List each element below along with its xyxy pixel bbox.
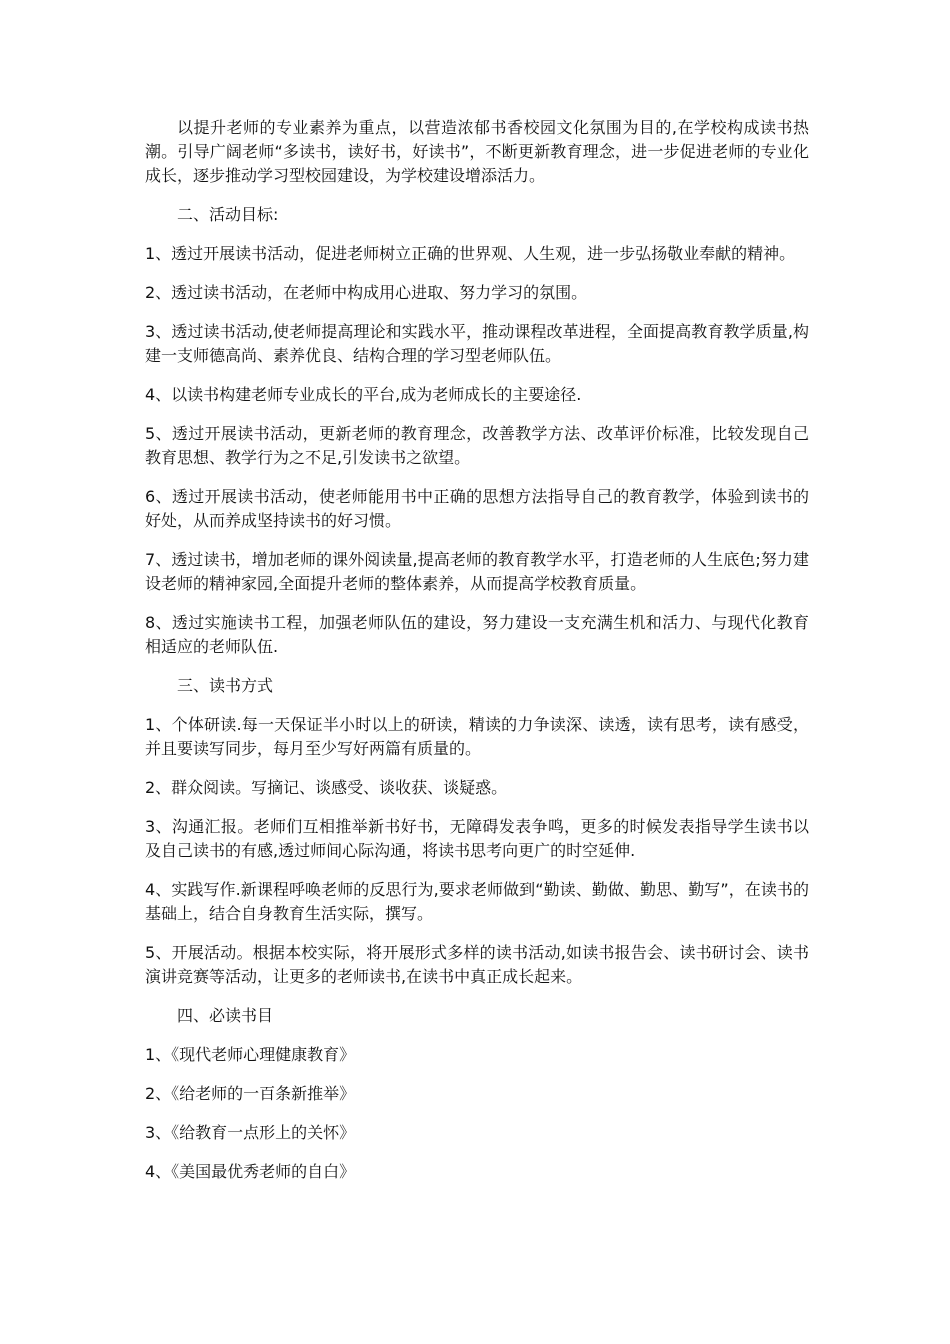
document-body (145, 116, 809, 1199)
goal-item-8: 8、透过实施读书工程，加强老师队伍的建设，努力建设一支充满生机和活力、与现代化教育相适应的老师队伍. (145, 613, 809, 656)
method-item-3: 3、沟通汇报。老师们互相推举新书好书，无障碍发表争鸣，更多的时候发表指导学生读书以及自己读书的有感,透过师间心际沟通，将读书思考向更广的时空延伸. (145, 817, 809, 860)
method-item-5: 5、开展活动。根据本校实际，将开展形式多样的读书活动,如读书报告会、读书研讨会、读书演讲竞赛等活动，让更多的老师读书,在读书中真正成长起来。 (145, 943, 809, 986)
goal-item-2: 2、透过读书活动，在老师中构成用心进取、努力学习的氛围。 (145, 283, 588, 302)
goal-item-4: 4、以读书构建老师专业成长的平台,成为老师成长的主要途径. (145, 385, 582, 404)
book-item-1: 1、《现代老师心理健康教育》 (145, 1045, 356, 1064)
section-heading-goals: 二、活动目标: (177, 205, 279, 224)
goal-item-6: 6、透过开展读书活动，使老师能用书中正确的思想方法指导自己的教育教学，体验到读书的好处，从而养成坚持读书的好习惯。 (145, 487, 809, 530)
section-heading-booklist: 四、必读书目 (177, 1006, 274, 1025)
method-item-4: 4、实践写作.新课程呼唤老师的反思行为,要求老师做到“勤读、勤做、勤思、勤写”，在读书的基础上，结合自身教育生活实际，撰写。 (145, 880, 809, 923)
intro-paragraph: 以提升老师的专业素养为重点，以营造浓郁书香校园文化氛围为目的,在学校构成读书热潮。引导广阔老师“多读书，读好书，好读书”，不断更新教育理念，进一步促进老师的专业化成长，逐步推动学习型校园建设，为学校建设增添活力。 (145, 118, 809, 185)
book-item-2: 2、《给老师的一百条新推举》 (145, 1084, 356, 1103)
section-heading-methods: 三、读书方式 (177, 676, 274, 695)
goal-item-7: 7、透过读书，增加老师的课外阅读量,提高老师的教育教学水平，打造老师的人生底色;努力建设老师的精神家园,全面提升老师的整体素养，从而提高学校教育质量。 (145, 550, 809, 593)
goal-item-1: 1、透过开展读书活动，促进老师树立正确的世界观、人生观，进一步弘扬敬业奉献的精神。 (145, 244, 796, 263)
goal-item-5: 5、透过开展读书活动，更新老师的教育理念，改善教学方法、改革评价标准，比较发现自己教育思想、教学行为之不足,引发读书之欲望。 (145, 424, 809, 467)
book-item-4: 4、《美国最优秀老师的自白》 (145, 1162, 356, 1181)
goal-item-3: 3、透过读书活动,使老师提高理论和实践水平，推动课程改革进程，全面提高教育教学质量,构建一支师德高尚、素养优良、结构合理的学习型老师队伍。 (145, 322, 809, 365)
method-item-2: 2、群众阅读。写摘记、谈感受、谈收获、谈疑惑。 (145, 778, 508, 797)
book-item-3: 3、《给教育一点形上的关怀》 (145, 1123, 356, 1142)
method-item-1: 1、个体研读.每一天保证半小时以上的研读，精读的力争读深、读透，读有思考，读有感受，并且要读写同步，每月至少写好两篇有质量的。 (145, 715, 809, 758)
